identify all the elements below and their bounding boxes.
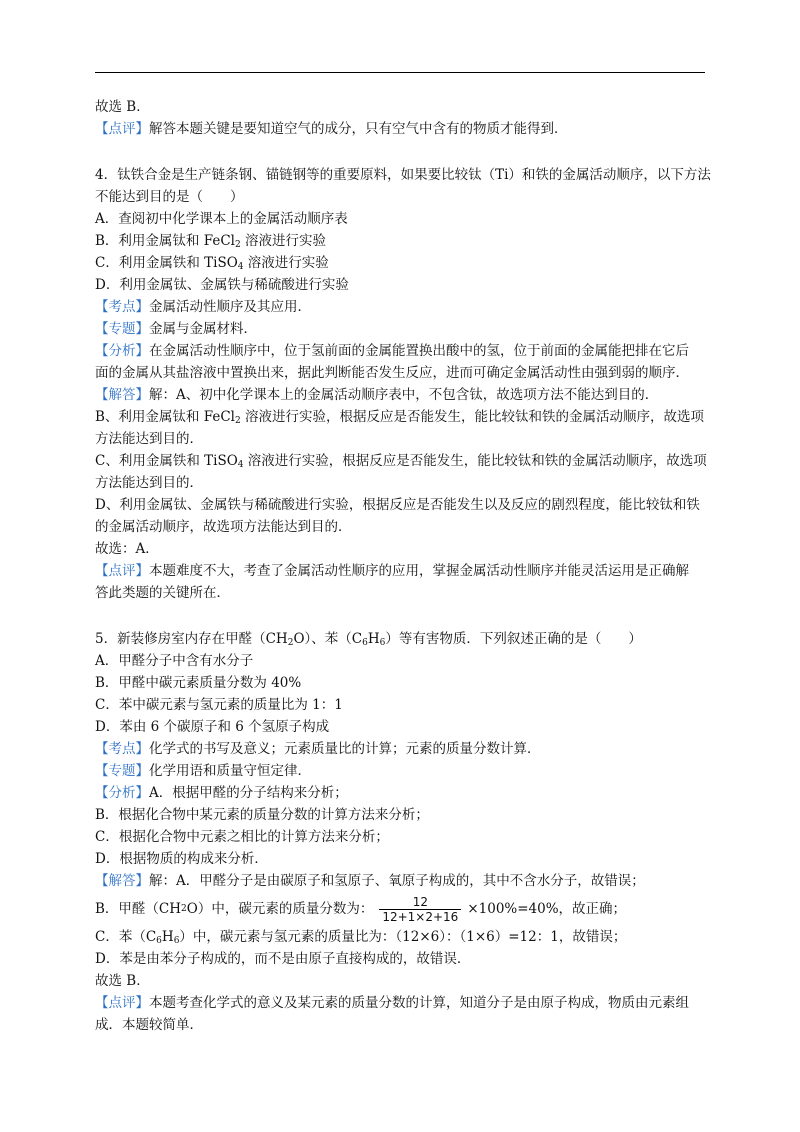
review-tag: 【点评】 xyxy=(95,995,149,1011)
q4-option-d: D．利用金属钛、金属铁与稀硫酸进行实验 xyxy=(95,277,349,293)
q5-option-b: B．甲醛中碳元素质量分数为 40% xyxy=(95,675,302,691)
q4-fenxi-line-2: 面的金属从其盐溶液中置换出来，据此判断能否发生反应，进而可确定金属活动性由强到弱的顺序． xyxy=(95,365,689,381)
q4-stem-line-1: 4．钛铁合金是生产链条钢、锚链钢等的重要原料，如果要比较钛（Ti）和铁的金属活动顺序，以下方法 xyxy=(95,167,711,183)
q4-jieda-d-line-2: 的金属活动顺序，故选项方法能达到目的． xyxy=(95,519,352,535)
q5-review-line-1: 【点评】本题考查化学式的意义及某元素的质量分数的计算，知道分子是由原子构成，物质由元素组 xyxy=(95,995,689,1011)
q5-jieda-a: 【解答】解：A．甲醛分子是由碳原子和氢原子、氧原子构成的，其中不含水分子，故错误； xyxy=(95,873,645,889)
q5-stem: 5．新装修房室内存在甲醛$(CH_2O)$、苯$(C_6H_6)$等有害物质．下列叙述正确的是（ ） xyxy=(95,631,642,648)
q4-stem-line-2: 不能达到目的是（ ） xyxy=(95,189,244,205)
header-rule xyxy=(95,72,705,73)
q4-option-a: A．查阅初中化学课本上的金属活动顺序表 xyxy=(95,211,348,227)
q4-jieda-d-line-1: D、利用金属钛、金属铁与稀硫酸进行实验，根据反应是否能发生以及反应的剧烈程度，能比较钛和铁 xyxy=(95,497,700,513)
q5-fenxi-a: 【分析】A．根据甲醛的分子结构来分析； xyxy=(95,785,348,801)
kaodian-tag: 【考点】 xyxy=(95,741,149,757)
q5-zhuanti: 【专题】化学用语和质量守恒定律． xyxy=(95,763,311,779)
q5-option-a: A．甲醛分子中含有水分子 xyxy=(95,653,254,669)
q4-option-c: C．利用金属铁和 TiSO$_4$ 溶液进行实验 xyxy=(95,255,329,272)
q5-jieda-c: C．苯$(C_6H_6)$中，碳元素与氢元素的质量比为：（12×6）：（1×6）=12：1，故错误； xyxy=(95,929,627,946)
q4-jieda-c-line-1: C、利用金属铁和 TiSO$_4$ 溶液进行实验，根据反应是否能发生，能比较钛和铁的金属活动顺序，故选项 xyxy=(95,453,707,470)
q5-kaodian: 【考点】化学式的书写及意义；元素质量比的计算；元素的质量分数计算． xyxy=(95,741,541,757)
q4-option-b: B．利用金属钛和 FeCl$_2$ 溶液进行实验 xyxy=(95,233,327,250)
fenxi-tag: 【分析】 xyxy=(95,343,149,359)
q5-jieda-d: D．苯是由苯分子构成的，而不是由原子直接构成的，故错误． xyxy=(95,951,471,967)
q4-fenxi-line-1: 【分析】在金属活动性顺序中，位于氢前面的金属能置换出酸中的氢，位于前面的金属能把排在它后 xyxy=(95,343,689,359)
document-body xyxy=(95,96,710,1036)
q5-fenxi-b: B．根据化合物中某元素的质量分数的计算方法来分析； xyxy=(95,807,429,823)
q4-zhuanti: 【专题】金属与金属材料． xyxy=(95,321,257,337)
review-tag: 【点评】 xyxy=(95,121,149,137)
q5-option-c: C．苯中碳元素与氢元素的质量比为 1：1 xyxy=(95,697,343,713)
fraction-denominator: 12+1×2+16 xyxy=(379,909,461,924)
q5-review-line-2: 成．本题较简单． xyxy=(95,1017,203,1033)
question-5 xyxy=(95,628,710,1036)
q4-jieda-b-line-1: B、利用金属钛和 FeCl$_2$ 溶液进行实验，根据反应是否能发生，能比较钛和铁的金属活动顺序，故选项 xyxy=(95,409,705,426)
q5-answer: 故选 B． xyxy=(95,973,150,989)
jieda-tag: 【解答】 xyxy=(95,387,149,403)
review-tag: 【点评】 xyxy=(95,563,149,579)
kaodian-tag: 【考点】 xyxy=(95,299,149,315)
q4-jieda-b-line-2: 方法能达到目的． xyxy=(95,431,203,447)
prev-answer: 故选 B． xyxy=(95,99,150,115)
fraction-numerator: 12 xyxy=(412,894,428,909)
q5-fenxi-d: D．根据物质的构成来分析． xyxy=(95,851,268,867)
jieda-tag: 【解答】 xyxy=(95,873,149,889)
q4-review-line-2: 答此类题的关键所在． xyxy=(95,585,230,601)
fenxi-tag: 【分析】 xyxy=(95,785,149,801)
q4-answer: 故选：A． xyxy=(95,541,159,557)
q5-option-d: D．苯由 6 个碳原子和 6 个氢原子构成 xyxy=(95,719,330,735)
q4-jieda-c-line-2: 方法能达到目的． xyxy=(95,475,203,491)
question-4 xyxy=(95,164,710,604)
zhuanti-tag: 【专题】 xyxy=(95,321,149,337)
q5-jieda-b: B．甲醛（CH 2 O）中，碳元素的质量分数为： $\frac{12}{12+1\times 2+16}$ ×100%=40%，故正确； xyxy=(95,894,627,924)
mass-fraction-formula xyxy=(379,895,461,924)
prev-review: 【点评】解答本题关键是要知道空气的成分，只有空气中含有的物质才能得到． xyxy=(95,121,568,137)
q5-fenxi-c: C．根据化合物中元素之相比的计算方法来分析； xyxy=(95,829,389,845)
q4-review-line-1: 【点评】本题难度不大，考查了金属活动性顺序的应用，掌握金属活动性顺序并能灵活运用是正确解 xyxy=(95,563,689,579)
zhuanti-tag: 【专题】 xyxy=(95,763,149,779)
q4-kaodian: 【考点】金属活动性顺序及其应用． xyxy=(95,299,311,315)
q4-jieda-line-1: 【解答】解：A、初中化学课本上的金属活动顺序表中，不包含钛，故选项方法不能达到目的． xyxy=(95,387,659,403)
